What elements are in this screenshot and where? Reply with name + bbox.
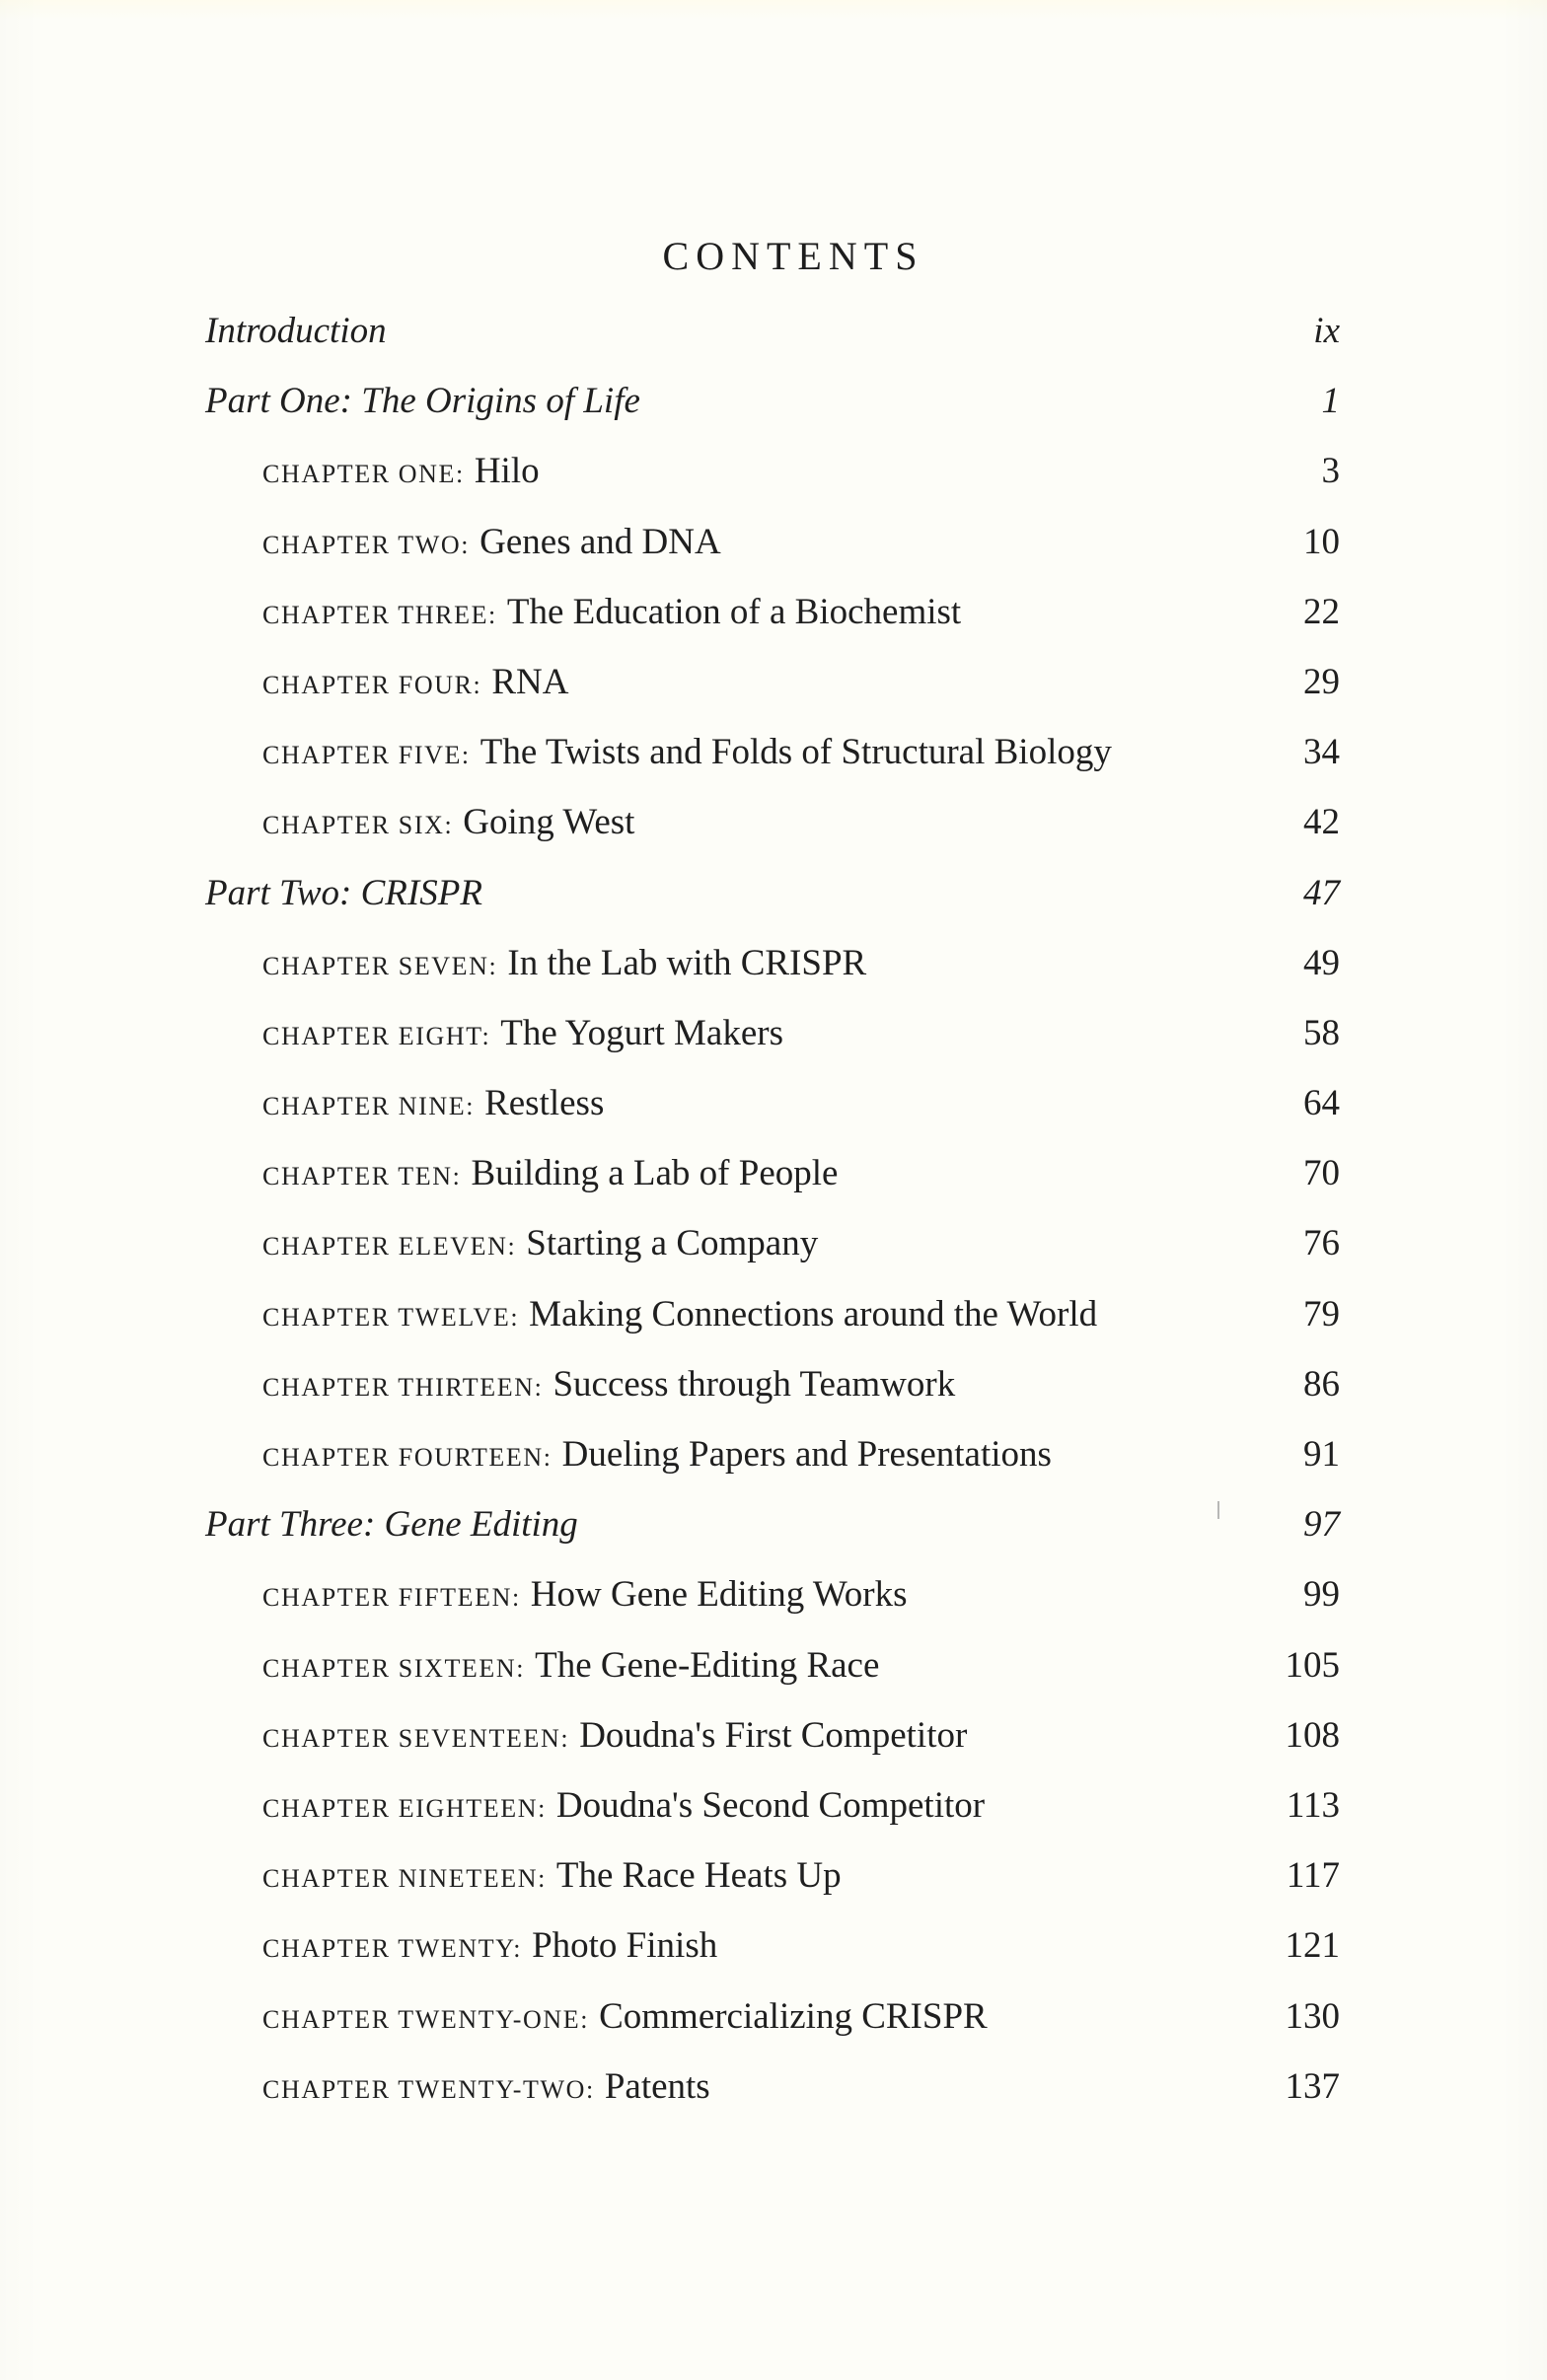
- chapter-number: CHAPTER TWENTY:: [262, 1934, 523, 1964]
- chapter-title: The Twists and Folds of Structural Biology: [479, 732, 1112, 773]
- toc-chapter-label: [262, 521, 721, 562]
- chapter-title: Hilo: [474, 451, 540, 492]
- toc-page-number: 49: [1303, 942, 1340, 983]
- toc-page-number: 1: [1321, 381, 1340, 422]
- toc-page-number: 86: [1303, 1363, 1340, 1405]
- toc-chapter-label: [262, 1012, 783, 1053]
- toc-page-number: 10: [1303, 521, 1340, 562]
- toc-page-number: 121: [1285, 1925, 1340, 1967]
- toc-page-number: ix: [1313, 311, 1340, 351]
- chapter-number: CHAPTER FIVE:: [262, 741, 471, 770]
- toc-chapter-label: [262, 802, 635, 843]
- toc-page-number: 22: [1303, 591, 1340, 632]
- chapter-number: CHAPTER SEVENTEEN:: [262, 1723, 570, 1753]
- toc-page-number: 79: [1303, 1293, 1340, 1334]
- toc-entry-chapter[interactable]: [0, 1003, 1547, 1073]
- toc-entry-chapter[interactable]: [0, 1635, 1547, 1705]
- toc-chapter-label: [262, 1363, 956, 1405]
- toc-chapter-label: [262, 1153, 839, 1194]
- chapter-number: CHAPTER EIGHT:: [262, 1021, 491, 1050]
- chapter-title: Building a Lab of People: [471, 1153, 839, 1194]
- toc-entry-chapter[interactable]: [0, 1284, 1547, 1354]
- toc-chapter-label: [262, 2065, 710, 2107]
- toc-page-number: 76: [1303, 1223, 1340, 1264]
- toc-chapter-label: [262, 1083, 605, 1124]
- toc-part-label: Introduction: [205, 311, 387, 351]
- toc-part-label: Part One: The Origins of Life: [205, 381, 640, 422]
- chapter-title: Commercializing CRISPR: [599, 1995, 988, 2037]
- toc-entry-chapter[interactable]: [0, 933, 1547, 1003]
- toc-page-number: 108: [1285, 1714, 1340, 1756]
- chapter-number: CHAPTER FOUR:: [262, 670, 482, 699]
- toc-entry-chapter[interactable]: [0, 722, 1547, 792]
- toc-page-number: 105: [1285, 1644, 1340, 1686]
- toc-chapter-label: [262, 1995, 988, 2037]
- toc-page-number: 130: [1285, 1995, 1340, 2037]
- toc-entry-chapter[interactable]: [0, 1143, 1547, 1213]
- toc-entry-chapter[interactable]: [0, 1986, 1547, 2056]
- toc-page-number: 47: [1303, 872, 1340, 913]
- toc-page-number: 117: [1286, 1855, 1340, 1897]
- toc-entry-chapter[interactable]: [0, 1705, 1547, 1775]
- table-of-contents: [0, 301, 1547, 2127]
- toc-chapter-label: [262, 591, 962, 632]
- toc-entry-chapter[interactable]: [0, 1845, 1547, 1915]
- toc-page-number: 97: [1303, 1504, 1340, 1546]
- chapter-number: CHAPTER TWO:: [262, 530, 471, 559]
- chapter-title: Going West: [463, 802, 635, 843]
- chapter-title: The Gene-Editing Race: [535, 1644, 880, 1686]
- toc-entry-chapter[interactable]: [0, 2056, 1547, 2127]
- toc-entry-chapter[interactable]: [0, 1073, 1547, 1143]
- toc-page-number: 137: [1285, 2065, 1340, 2107]
- toc-chapter-label: [262, 1225, 818, 1262]
- toc-chapter-label: [262, 1644, 880, 1686]
- toc-chapter-label: [262, 1714, 968, 1756]
- toc-entry-chapter[interactable]: [0, 1213, 1547, 1283]
- toc-page-number: 113: [1286, 1784, 1340, 1826]
- toc-page-number: 34: [1303, 732, 1340, 773]
- chapter-number: CHAPTER SIX:: [262, 811, 454, 840]
- toc-entry-chapter[interactable]: [0, 512, 1547, 582]
- chapter-title: The Yogurt Makers: [500, 1012, 783, 1053]
- chapter-number: CHAPTER FIFTEEN:: [262, 1583, 521, 1613]
- toc-chapter-label: [262, 661, 569, 702]
- toc-page-number: 42: [1303, 802, 1340, 843]
- toc-entry-introduction[interactable]: [0, 301, 1547, 371]
- chapter-number: CHAPTER TWENTY-TWO:: [262, 2074, 595, 2104]
- toc-page-number: 29: [1303, 661, 1340, 702]
- toc-entry-part-three[interactable]: [0, 1494, 1547, 1564]
- toc-chapter-label: [262, 1436, 1052, 1473]
- chapter-title: Dueling Papers and Presentations: [561, 1434, 1052, 1475]
- chapter-number: CHAPTER ELEVEN:: [262, 1232, 517, 1262]
- chapter-number: CHAPTER THIRTEEN:: [262, 1372, 544, 1402]
- chapter-number: CHAPTER THREE:: [262, 600, 497, 629]
- toc-part-label: Part Two: CRISPR: [205, 872, 482, 913]
- chapter-title: Doudna's Second Competitor: [555, 1784, 986, 1826]
- toc-entry-chapter[interactable]: [0, 1775, 1547, 1845]
- toc-entry-part-one[interactable]: [0, 371, 1547, 441]
- toc-entry-chapter[interactable]: [0, 1915, 1547, 1985]
- toc-chapter-label: [262, 451, 540, 492]
- toc-chapter-label: [262, 1784, 986, 1826]
- chapter-title: Restless: [484, 1083, 605, 1124]
- chapter-title: Doudna's First Competitor: [579, 1714, 968, 1756]
- scan-speck: [1217, 1501, 1219, 1519]
- toc-page-number: 91: [1303, 1434, 1340, 1475]
- toc-chapter-label: [262, 1925, 718, 1967]
- chapter-number: CHAPTER EIGHTEEN:: [262, 1793, 547, 1823]
- chapter-number: CHAPTER NINETEEN:: [262, 1864, 547, 1894]
- toc-part-label: Part Three: Gene Editing: [205, 1504, 578, 1546]
- toc-entry-part-two[interactable]: [0, 863, 1547, 933]
- toc-chapter-label: [262, 942, 867, 983]
- toc-chapter-label: [262, 1574, 908, 1616]
- toc-entry-chapter[interactable]: [0, 441, 1547, 511]
- page-title: CONTENTS: [662, 234, 924, 278]
- chapter-title: The Race Heats Up: [555, 1855, 842, 1897]
- chapter-number: CHAPTER SEVEN:: [262, 951, 498, 980]
- chapter-number: CHAPTER TEN:: [262, 1162, 462, 1191]
- toc-chapter-label: [262, 1293, 1098, 1334]
- toc-entry-chapter[interactable]: [0, 1424, 1547, 1494]
- toc-entry-chapter[interactable]: [0, 1564, 1547, 1634]
- chapter-number: CHAPTER ONE:: [262, 460, 465, 489]
- chapter-title: In the Lab with CRISPR: [507, 942, 867, 983]
- chapter-title: Genes and DNA: [479, 521, 721, 562]
- toc-entry-chapter[interactable]: [0, 582, 1547, 652]
- chapter-number: CHAPTER SIXTEEN:: [262, 1653, 526, 1683]
- chapter-title: Starting a Company: [526, 1223, 819, 1264]
- chapter-number: CHAPTER NINE:: [262, 1092, 476, 1121]
- toc-page-number: 70: [1303, 1153, 1340, 1194]
- chapter-title: Success through Teamwork: [552, 1363, 956, 1405]
- chapter-title: The Education of a Biochemist: [506, 591, 962, 632]
- toc-chapter-label: [262, 1855, 842, 1897]
- chapter-title: How Gene Editing Works: [530, 1574, 908, 1616]
- chapter-title: RNA: [491, 661, 569, 702]
- toc-entry-chapter[interactable]: [0, 792, 1547, 862]
- chapter-number: CHAPTER TWENTY-ONE:: [262, 2004, 590, 2034]
- toc-chapter-label: [262, 732, 1112, 773]
- toc-entry-chapter[interactable]: [0, 652, 1547, 722]
- chapter-title: Photo Finish: [532, 1925, 718, 1967]
- toc-entry-chapter[interactable]: [0, 1354, 1547, 1424]
- toc-page-number: 99: [1303, 1574, 1340, 1616]
- chapter-title: Patents: [604, 2065, 710, 2107]
- chapter-number: CHAPTER FOURTEEN:: [262, 1443, 552, 1472]
- chapter-number: CHAPTER TWELVE:: [262, 1302, 520, 1332]
- toc-page-number: 3: [1321, 451, 1340, 492]
- toc-page-number: 58: [1303, 1012, 1340, 1053]
- chapter-title: Making Connections around the World: [529, 1293, 1098, 1334]
- toc-page-number: 64: [1303, 1083, 1340, 1124]
